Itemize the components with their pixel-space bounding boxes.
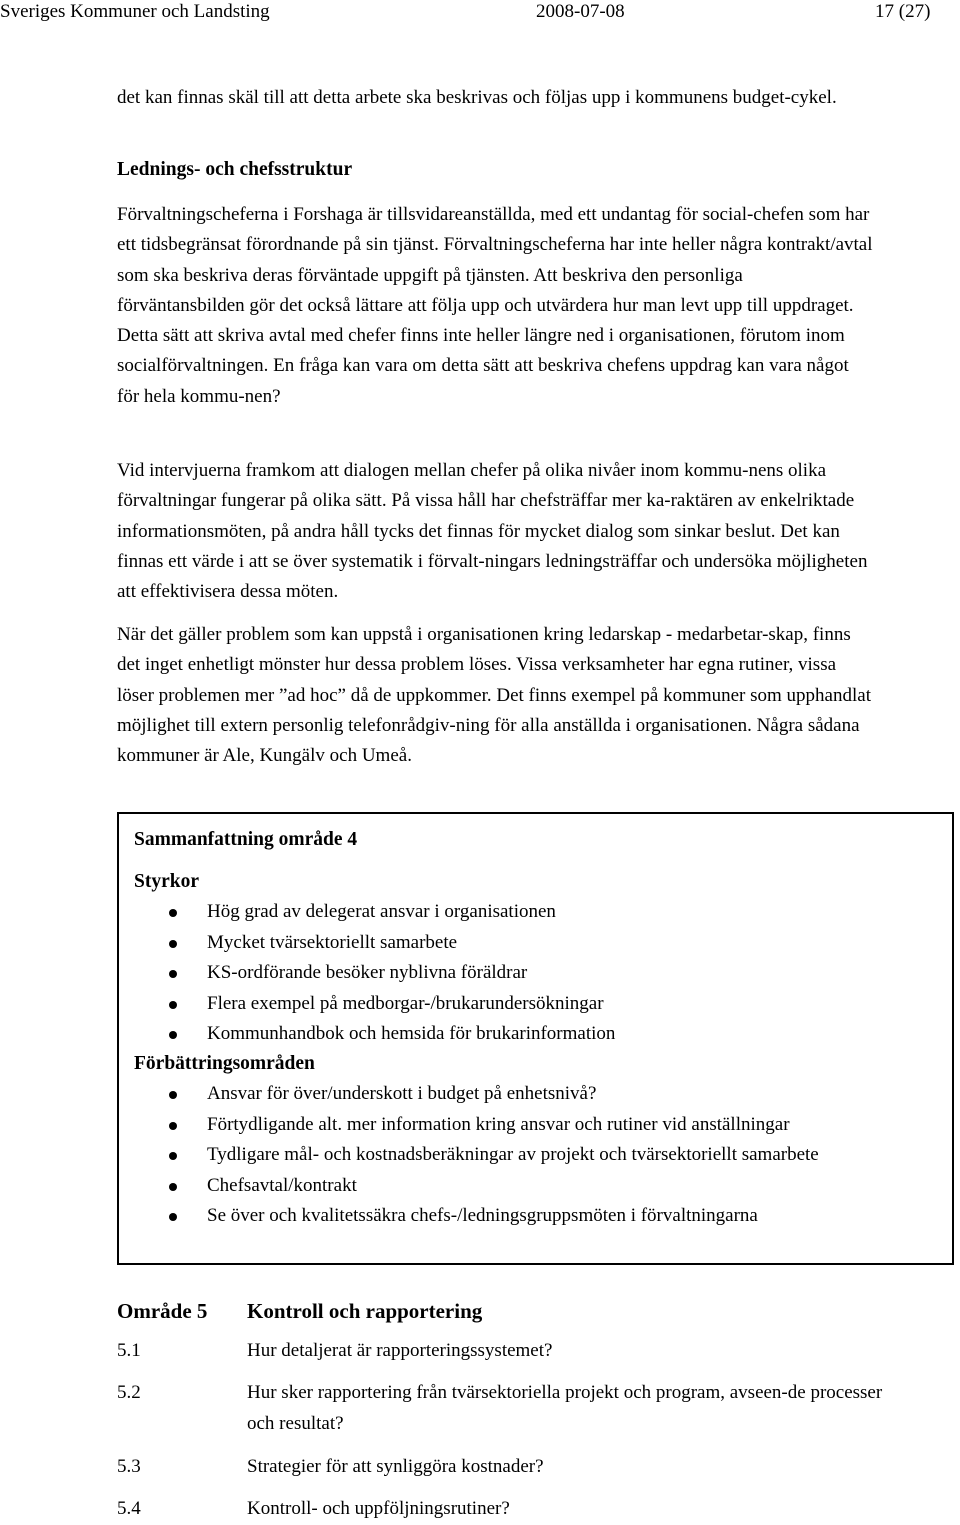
paragraph-leadership: Förvaltningscheferna i Forshaga är tillsvidareanställda, med ett undantag för social-chefen som har ett tidsbegränsat förordnande på sin tjänst. Förvaltningscheferna har inte heller några kontrakt/avtal som ska beskriva deras förväntade uppgift på tjänsten. Att beskriva den personliga förväntansbilden gör det också lättare att följa upp och utvärdera hur man levt upp till uppdraget. Detta sätt att skriva avtal med chefer finns inte heller längre ned i organisationen, förutom inom socialförvaltningen. En fråga kan vara om detta sätt att beskriva chefens uppdrag kan vara något för hela kommu-nen?	[117, 204, 873, 407]
page-header	[0, 0, 960, 30]
bullet-icon	[169, 1091, 177, 1099]
section-heading: Lednings- och chefsstruktur	[117, 159, 353, 180]
list-item: KS-ordförande besöker nyblivna föräldrar	[169, 958, 615, 989]
list-item: Se över och kvalitetssäkra chefs-/ledningsgruppsmöten i förvaltningarna	[169, 1201, 819, 1232]
bullet-icon	[169, 1122, 177, 1130]
paragraph-problems: När det gäller problem som kan uppstå i organisationen kring ledarskap - medarbetar-skap, finns det inget enhetligt mönster hur dessa problem löses. Vissa verksamheter har egna rutiner, vissa löser problemen mer ”ad hoc” då de uppkommer. Det finns exempel på kommuner som upphandlat möjlighet till extern personlig telefonrådgiv-ning för alla anställda i organisationen. Några sådana kommuner är Ale, Kungälv och Umeå.	[117, 624, 871, 767]
area-number: Område 5	[117, 1299, 208, 1323]
question-text: Hur sker rapportering från tvärsektoriella projekt och program, avseen-de processer och resultat?	[247, 1382, 883, 1434]
bullet-icon	[169, 1152, 177, 1160]
list-item: Förtydligande alt. mer information kring ansvar och rutiner vid anställningar	[169, 1110, 819, 1141]
summary-title: Sammanfattning område 4	[134, 829, 358, 850]
bullet-icon	[169, 940, 177, 948]
header-organization: Sveriges Kommuner och Landsting	[0, 1, 270, 22]
bullet-icon	[169, 1183, 177, 1191]
paragraph-dialogue: Vid intervjuerna framkom att dialogen mellan chefer på olika nivåer inom kommu-nens olika förvaltningar fungerar på olika sätt. På vissa håll har chefsträffar mer ka-raktären av enkelriktade informationsmöten, på andra håll tycks det finnas för mycket dialog som sinkar beslut. Det kan finnas ett värde i att se över systematik i förvalt-ningars ledningsträffar och undersöka möjligheten att effektivisera dessa möten.	[117, 460, 868, 603]
improvements-list	[169, 1079, 819, 1232]
summary-box	[117, 812, 954, 1265]
intro-paragraph: det kan finnas skäl till att detta arbete ska beskrivas och följas upp i kommunens budget-cykel.	[117, 87, 837, 108]
bullet-icon	[169, 1001, 177, 1009]
bullet-icon	[169, 970, 177, 978]
bullet-icon	[169, 1031, 177, 1039]
question-number: 5.1	[117, 1340, 141, 1361]
area-title: Kontroll och rapportering	[247, 1299, 483, 1323]
question-text: Kontroll- och uppföljningsrutiner?	[247, 1498, 510, 1519]
improvements-title: Förbättringsområden	[134, 1053, 315, 1074]
question-number: 5.4	[117, 1498, 141, 1519]
list-item: Tydligare mål- och kostnadsberäkningar av projekt och tvärsektoriellt samarbete	[169, 1140, 819, 1171]
list-item: Ansvar för över/underskott i budget på enhetsnivå?	[169, 1079, 819, 1110]
strengths-list	[169, 897, 615, 1050]
list-item: Kommunhandbok och hemsida för brukarinformation	[169, 1019, 615, 1050]
question-number: 5.3	[117, 1456, 141, 1477]
header-page-number: 17 (27)	[875, 1, 931, 22]
question-number: 5.2	[117, 1382, 141, 1403]
list-item: Mycket tvärsektoriellt samarbete	[169, 928, 615, 959]
list-item: Hög grad av delegerat ansvar i organisationen	[169, 897, 615, 928]
list-item: Chefsavtal/kontrakt	[169, 1171, 819, 1202]
header-date: 2008-07-08	[536, 1, 625, 22]
question-text: Strategier för att synliggöra kostnader?	[247, 1456, 544, 1477]
strengths-title: Styrkor	[134, 871, 199, 892]
question-text: Hur detaljerat är rapporteringssystemet?	[247, 1340, 553, 1361]
bullet-icon	[169, 909, 177, 917]
list-item: Flera exempel på medborgar-/brukarundersökningar	[169, 989, 615, 1020]
bullet-icon	[169, 1213, 177, 1221]
